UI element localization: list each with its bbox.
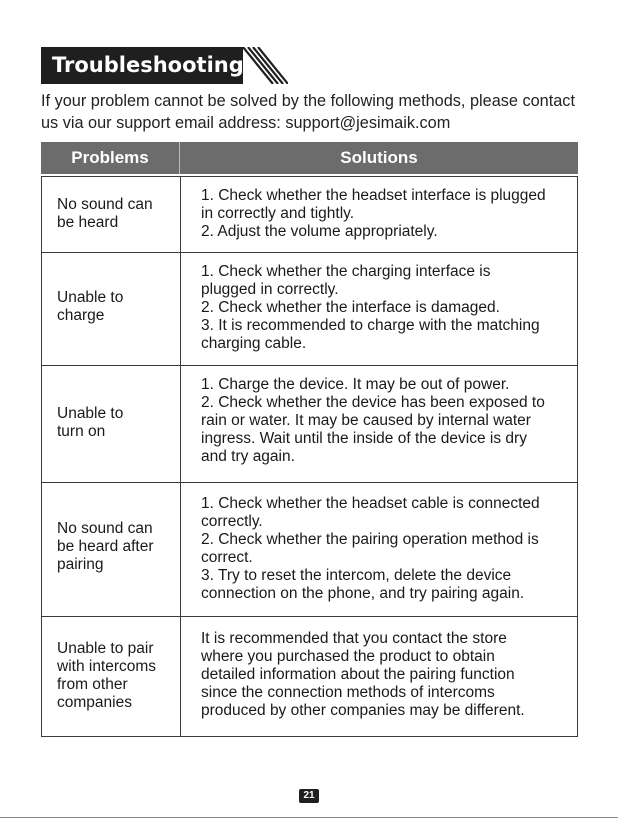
column-divider <box>180 366 181 482</box>
problem-cell: No sound can be heard <box>57 196 153 231</box>
section-title: Troubleshooting <box>41 47 243 84</box>
problem-cell: No sound can be heard after pairing <box>57 520 154 573</box>
solution-cell: 1. Check whether the headset interface is plugged in correctly and tightly. 2. Adjust the volume appropriately. <box>201 187 546 240</box>
problem-cell: Unable to turn on <box>57 405 124 440</box>
solution-cell: 1. Check whether the charging interface is plugged in correctly. 2. Check whether the interface is damaged. 3. It is recommended to charge with the matching charging cable. <box>201 263 540 352</box>
column-divider <box>180 617 181 736</box>
problem-cell: Unable to charge <box>57 289 124 324</box>
table-row <box>41 176 578 253</box>
solution-cell: 1. Charge the device. It may be out of power. 2. Check whether the device has been exposed to rain or water. It may be caused by internal water ingress. Wait until the inside of the device is dry and try again. <box>201 376 545 465</box>
table-header <box>41 142 578 174</box>
header-solutions: Solutions <box>340 148 418 167</box>
solution-cell: It is recommended that you contact the store where you purchased the product to obtain detailed information about the pairing function since the connection methods of intercoms produced by other companies may be different. <box>201 630 525 719</box>
title-stripes-decoration <box>240 47 288 84</box>
troubleshooting-table <box>41 142 578 737</box>
intro-text: If your problem cannot be solved by the following methods, please contact us via our support email address: support@jesimaik.com <box>41 92 575 132</box>
column-divider <box>180 177 181 252</box>
column-divider <box>180 483 181 616</box>
header-problems: Problems <box>71 148 149 167</box>
bottom-divider <box>0 817 618 818</box>
column-divider <box>180 252 181 365</box>
page-number: 21 <box>299 789 319 803</box>
solution-cell: 1. Check whether the headset cable is connected correctly. 2. Check whether the pairing operation method is correct. 3. Try to reset the intercom, delete the device connection on the phone, and try pairing again. <box>201 495 540 602</box>
table-row <box>41 366 578 483</box>
problem-cell: Unable to pair with intercoms from other companies <box>57 640 157 711</box>
table-row <box>41 617 578 737</box>
table-row <box>41 483 578 617</box>
table-row <box>41 252 578 366</box>
